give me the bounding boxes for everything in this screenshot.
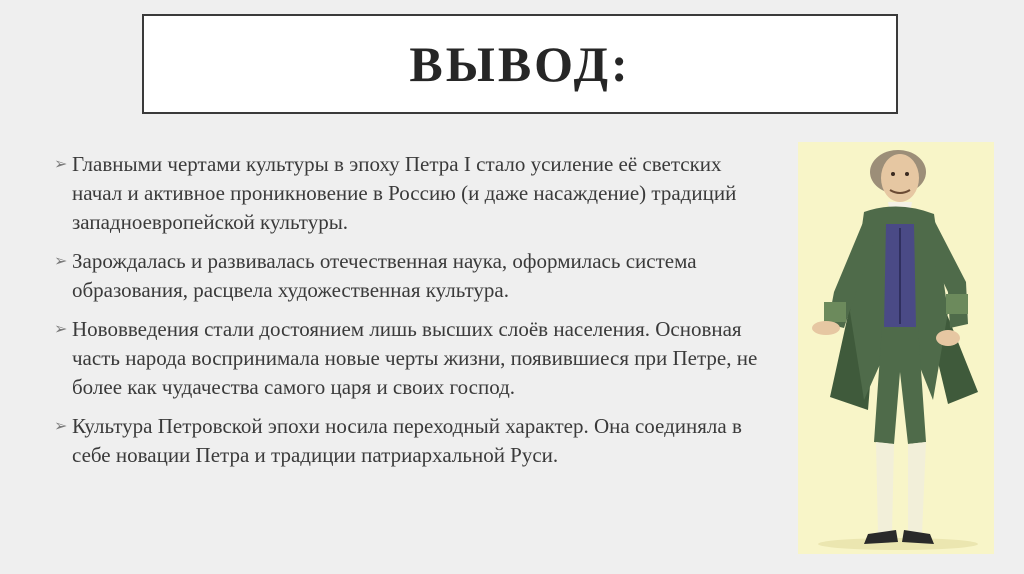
bullet-arrow-icon: ➢ — [54, 253, 68, 270]
bullet-arrow-icon: ➢ — [54, 418, 68, 435]
bullet-item — [54, 412, 774, 470]
bullet-arrow-icon: ➢ — [54, 321, 68, 338]
bullet-text: Зарождалась и развивалась отечественная наука, оформилась система образования, расцвела художественная культура. — [72, 249, 697, 302]
title-box — [142, 14, 898, 114]
bullet-item — [54, 315, 774, 402]
bullet-list — [54, 150, 774, 480]
bullet-item — [54, 150, 774, 237]
bullet-text: Нововведения стали достоянием лишь высших слоёв населения. Основная часть народа воспринимала новые черты жизни, появившиеся при Петре, не более как чудачества самого царя и своих господ. — [72, 317, 758, 399]
bullet-text: Культура Петровской эпохи носила переходный характер. Она соединяла в себе новации Петра и традиции патриархальной Руси. — [72, 414, 742, 467]
portrait-illustration — [798, 142, 994, 554]
bullet-text: Главными чертами культуры в эпоху Петра I стало усиление её светских начал и активное проникновение в Россию (и даже насаждение) традиций западноевропейской культуры. — [72, 152, 737, 234]
bullet-item — [54, 247, 774, 305]
slide-title: ВЫВОД: — [409, 36, 631, 92]
bullet-arrow-icon: ➢ — [54, 156, 68, 173]
nobleman-figure-image — [798, 142, 994, 554]
